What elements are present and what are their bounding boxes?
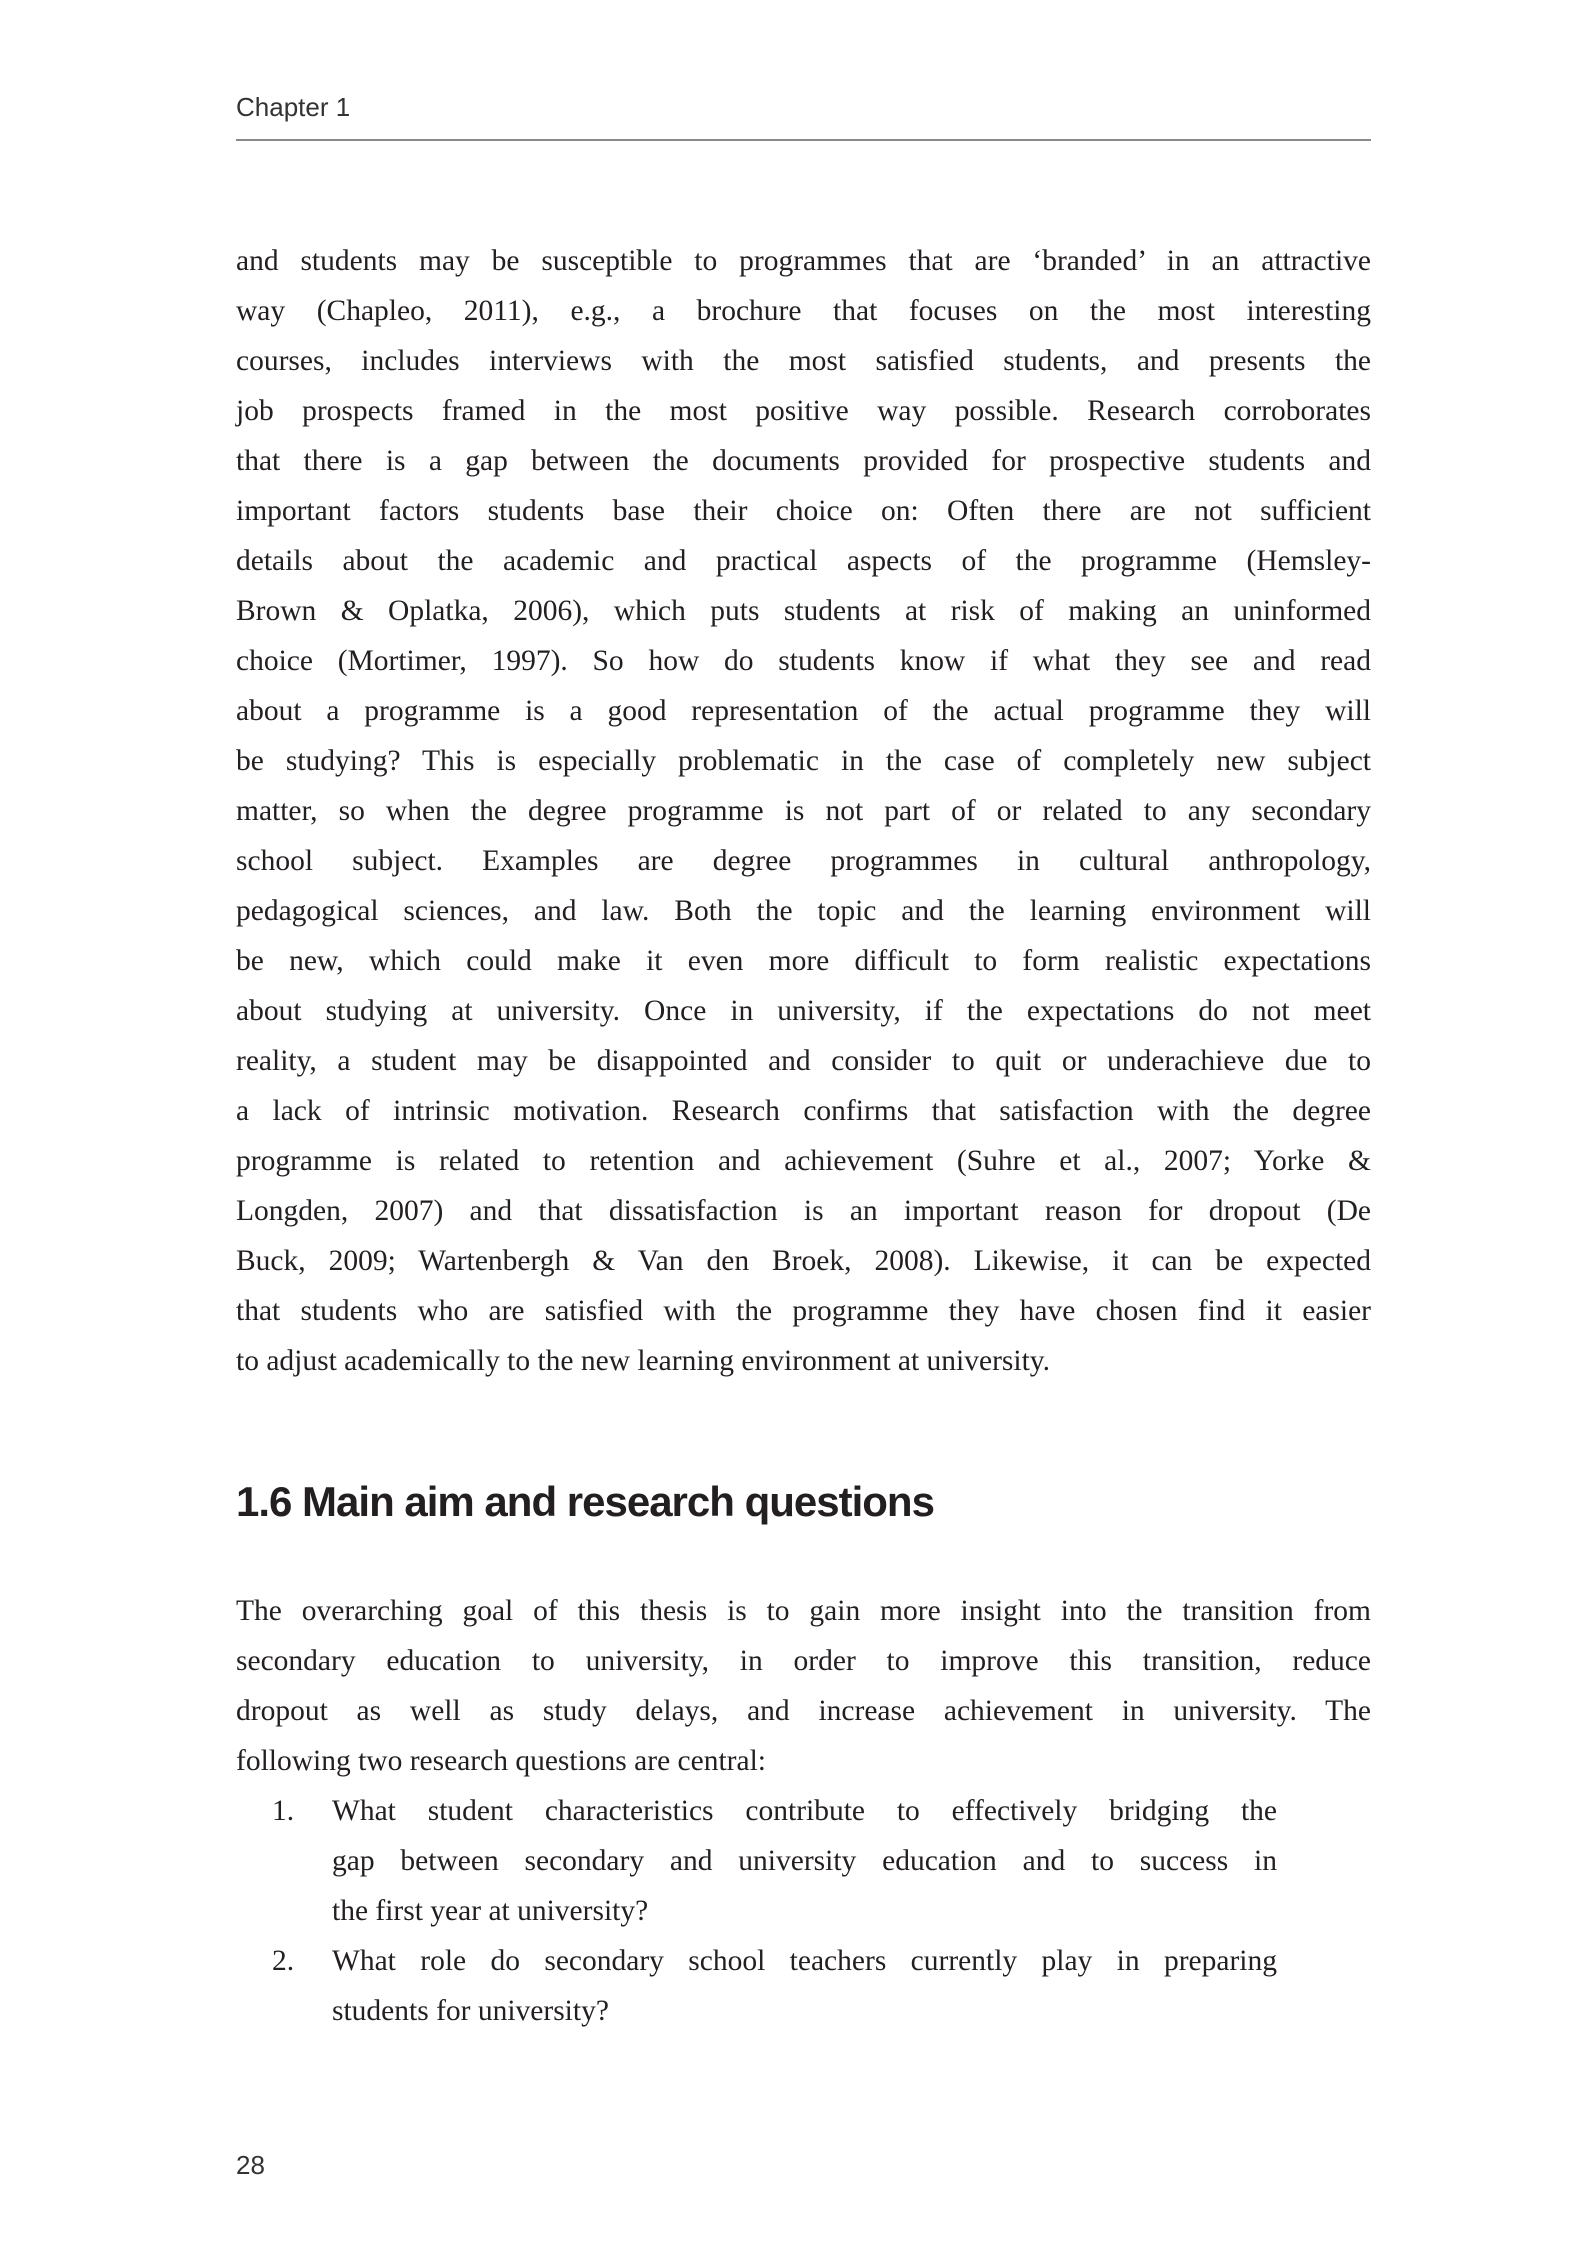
body-paragraph-1 [236,236,1371,1386]
list-number: 1. [272,1795,295,1827]
text-line: What student characteristics contribute to effectively bridging the [332,1795,1277,1827]
text-line: students for university? [332,1995,609,2027]
list-number: 2. [272,1945,295,1977]
text-line: important factors students base their choice on: Often there are not sufficient [236,495,1371,527]
text-line: Longden, 2007) and that dissatisfaction is an important reason for dropout (De [236,1195,1371,1227]
text-line: about a programme is a good representation of the actual programme they will [236,695,1371,727]
body-paragraph-2 [236,1586,1371,1786]
text-line: programme is related to retention and achievement (Suhre et al., 2007; Yorke & [236,1145,1371,1177]
list-item-text [332,1936,1277,2036]
section-heading: 1.6 Main aim and research questions [236,1478,934,1525]
running-header: Chapter 1 [236,92,351,122]
text-line: Buck, 2009; Wartenbergh & Van den Broek, 2008). Likewise, it can be expected [236,1245,1371,1277]
text-line: and students may be susceptible to programmes that are ‘branded’ in an attractive [236,245,1371,277]
text-line: be new, which could make it even more difficult to form realistic expectations [236,945,1371,977]
text-line: be studying? This is especially problematic in the case of completely new subject [236,745,1371,777]
text-line: The overarching goal of this thesis is to gain more insight into the transition from [236,1595,1371,1627]
text-line: What role do secondary school teachers currently play in preparing [332,1945,1277,1977]
text-line: gap between secondary and university education and to success in [332,1845,1277,1877]
text-line: pedagogical sciences, and law. Both the topic and the learning environment will [236,895,1371,927]
text-line: job prospects framed in the most positive way possible. Research corroborates [236,395,1371,427]
text-line: dropout as well as study delays, and increase achievement in university. The [236,1695,1371,1727]
text-line: reality, a student may be disappointed and consider to quit or underachieve due to [236,1045,1371,1077]
list-item [236,1936,1371,2036]
text-line: about studying at university. Once in university, if the expectations do not meet [236,995,1371,1027]
list-item-text [332,1786,1277,1936]
page-number: 28 [236,2150,265,2180]
text-line: Brown & Oplatka, 2006), which puts students at risk of making an uninformed [236,595,1371,627]
text-line: the first year at university? [332,1895,649,1927]
text-line: courses, includes interviews with the most satisfied students, and presents the [236,345,1371,377]
header-rule [236,139,1371,141]
text-line: choice (Mortimer, 1997). So how do students know if what they see and read [236,645,1371,677]
research-questions-list [236,1786,1371,2036]
text-line: following two research questions are central: [236,1745,766,1777]
text-line: way (Chapleo, 2011), e.g., a brochure that focuses on the most interesting [236,295,1371,327]
text-line: that there is a gap between the documents provided for prospective students and [236,445,1371,477]
text-line: to adjust academically to the new learning environment at university. [236,1345,1051,1377]
text-line: matter, so when the degree programme is not part of or related to any secondary [236,795,1371,827]
text-line: secondary education to university, in order to improve this transition, reduce [236,1645,1371,1677]
list-item [236,1786,1371,1936]
text-line: that students who are satisfied with the programme they have chosen find it easier [236,1295,1371,1327]
text-line: a lack of intrinsic motivation. Research confirms that satisfaction with the degree [236,1095,1371,1127]
text-line: details about the academic and practical aspects of the programme (Hemsley- [236,545,1371,577]
text-line: school subject. Examples are degree programmes in cultural anthropology, [236,845,1371,877]
